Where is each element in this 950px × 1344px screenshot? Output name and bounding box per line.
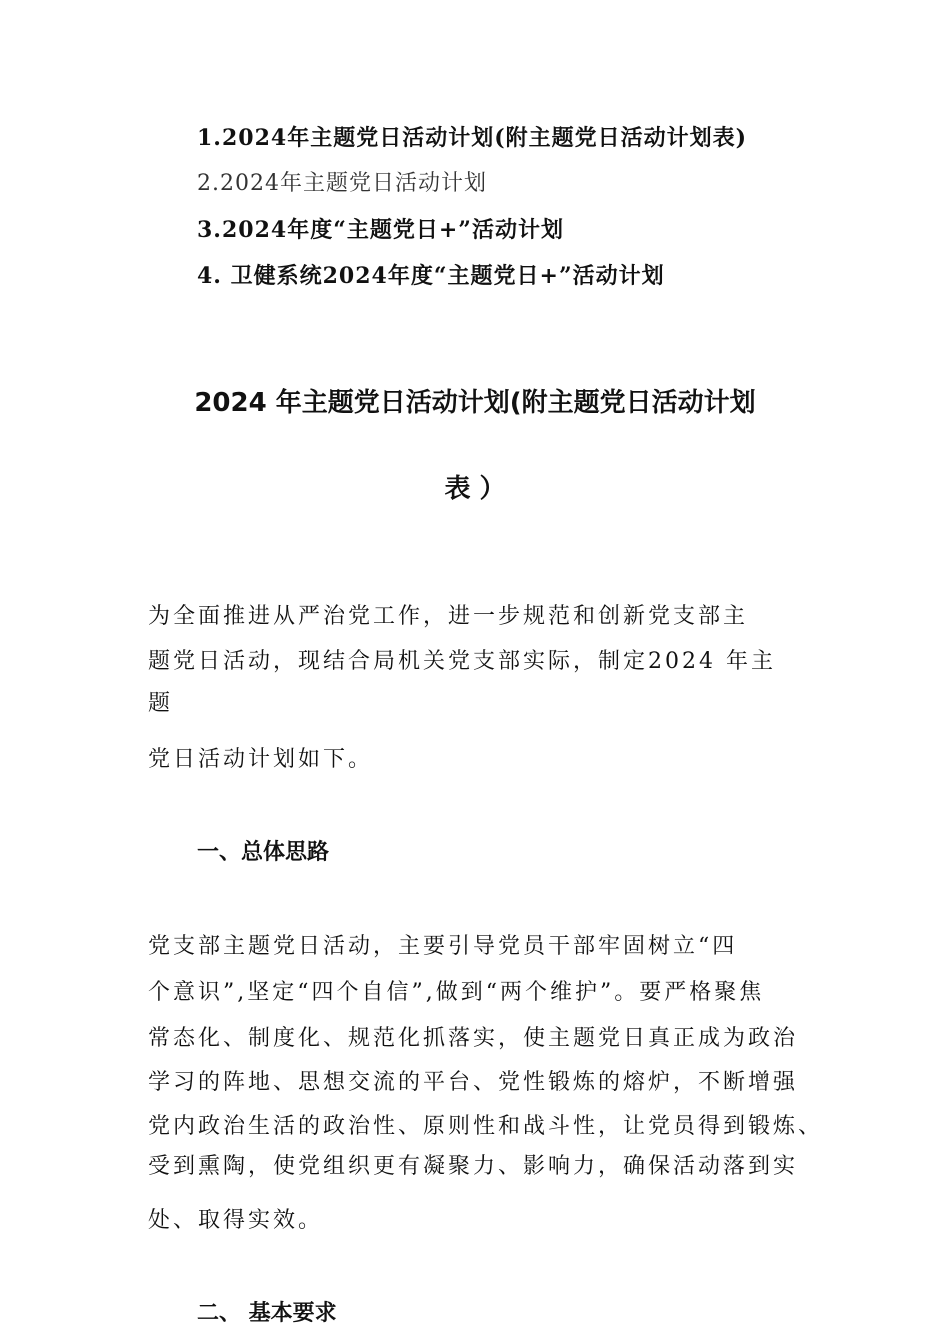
toc-item-2: 2.2024年主题党日活动计划: [197, 171, 487, 196]
document-title-line-2: 表 ）: [444, 474, 506, 504]
toc-item-3: 3.2024年度“主题党日+”活动计划: [197, 217, 564, 243]
intro-line: 题: [148, 691, 174, 716]
document-title-line-1: 2024 年主题党日活动计划(附主题党日活动计划: [194, 388, 756, 418]
section-1-line: 受到熏陶，使党组织更有凝聚力、影响力，确保活动落到实: [148, 1154, 799, 1179]
toc-item-4: 4. 卫健系统2024年度“主题党日+”活动计划: [197, 263, 665, 289]
section-1-line: 学习的阵地、思想交流的平台、党性锻炼的熔炉，不断增强: [148, 1070, 799, 1095]
section-heading-1: 一、总体思路: [197, 840, 330, 865]
section-heading-2: 二、 基本要求: [197, 1301, 337, 1326]
intro-line: 为全面推进从严治党工作，进一步规范和创新党支部主: [148, 604, 749, 629]
intro-line: 党日活动计划如下。: [148, 747, 374, 772]
section-1-line: 处、取得实效。: [148, 1208, 324, 1233]
section-1-line: 个意识”,坚定“四个自信”,做到“两个维护”。要严格聚焦: [148, 980, 765, 1005]
intro-line: 题党日活动，现结合局机关党支部实际，制定2024 年主: [148, 649, 776, 674]
section-1-line: 党支部主题党日活动，主要引导党员干部牢固树立“四: [148, 934, 738, 959]
section-1-line: 党内政治生活的政治性、原则性和战斗性，让党员得到锻炼、: [148, 1114, 824, 1139]
section-1-line: 常态化、制度化、规范化抓落实，使主题党日真正成为政治: [148, 1026, 799, 1051]
toc-item-1: 1.2024年主题党日活动计划(附主题党日活动计划表): [197, 125, 748, 151]
